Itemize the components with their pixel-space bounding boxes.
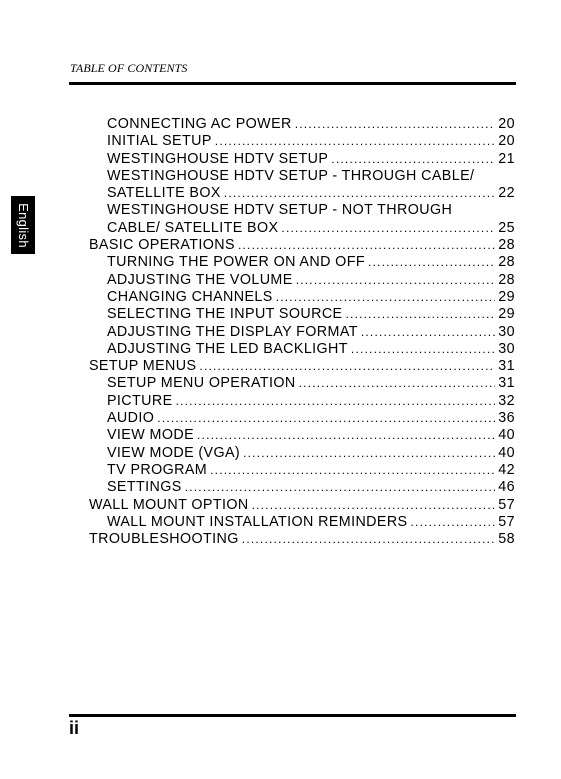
toc-entry[interactable] (0, 220, 561, 237)
toc-entry-title: ADJUSTING THE DISPLAY FORMAT (107, 323, 358, 340)
toc-entry-page-number: 31 (498, 358, 515, 375)
toc-entry[interactable] (0, 375, 561, 392)
toc-entry-title: WALL MOUNT OPTION (89, 496, 249, 513)
toc-entry[interactable] (0, 445, 561, 462)
toc-dot-leader (238, 237, 495, 254)
toc-entry-page-number: 20 (498, 116, 515, 132)
toc-entry[interactable] (0, 358, 561, 375)
toc-entry-title: WESTINGHOUSE HDTV SETUP - THROUGH CABLE/ (107, 167, 475, 184)
toc-entry[interactable] (0, 289, 561, 306)
toc-dot-leader (185, 479, 496, 496)
toc-entry[interactable] (0, 341, 561, 358)
toc-entry[interactable] (0, 202, 561, 219)
toc-entry-page-number: 31 (498, 375, 515, 392)
toc-entry-page-number: 22 (498, 185, 515, 202)
toc-entry-page-number: 28 (498, 271, 515, 288)
toc-entry-page-number: 57 (498, 496, 515, 513)
toc-entry-page-number: 58 (498, 531, 515, 548)
toc-entry-page-number: 46 (498, 479, 515, 496)
toc-dot-leader (296, 272, 496, 289)
toc-dot-leader (210, 462, 495, 479)
toc-entry-page-number: 20 (498, 133, 515, 150)
toc-dot-leader (176, 393, 496, 410)
toc-entry-title: ADJUSTING THE LED BACKLIGHT (107, 340, 348, 357)
toc-entry-page-number: 40 (498, 427, 515, 444)
toc-entry[interactable] (0, 531, 561, 548)
toc-entry-title: SETUP MENU OPERATION (107, 375, 296, 392)
toc-entry-title: PICTURE (107, 392, 173, 409)
toc-entry[interactable] (0, 393, 561, 410)
toc-dot-leader (224, 185, 496, 202)
toc-entry-page-number: 29 (498, 288, 515, 305)
toc-entry-title: BASIC OPERATIONS (89, 237, 235, 254)
toc-dot-leader (276, 289, 496, 306)
toc-entry-title: CABLE/ SATELLITE BOX (107, 219, 279, 236)
toc-entry-title: SETTINGS (107, 479, 182, 496)
toc-entry-title: CHANGING CHANNELS (107, 288, 273, 305)
language-tab-label: English (15, 202, 31, 248)
toc-entry-page-number: 21 (498, 150, 515, 167)
toc-dot-leader (299, 375, 496, 392)
toc-entry-page-number: 28 (498, 237, 515, 254)
toc-dot-leader (281, 220, 495, 237)
page-header-title: TABLE OF CONTENTS (70, 61, 188, 75)
toc-dot-leader (331, 151, 495, 168)
toc-entry-page-number: 36 (498, 410, 515, 427)
toc-entry[interactable] (0, 133, 561, 150)
toc-entry-title: SATELLITE BOX (107, 185, 221, 202)
toc-dot-leader (157, 410, 495, 427)
toc-entry-title: INITIAL SETUP (107, 133, 212, 150)
header-rule (69, 82, 516, 85)
footer-rule (69, 714, 516, 717)
toc-dot-leader (368, 254, 495, 271)
toc-dot-leader (242, 531, 496, 548)
toc-entry-page-number: 40 (498, 444, 515, 461)
toc-entry-title: TV PROGRAM (107, 461, 208, 478)
toc-entry[interactable] (0, 497, 561, 514)
toc-entry-page-number: 42 (498, 461, 515, 478)
toc-entry-title: AUDIO (107, 410, 155, 427)
toc-entry-title: ADJUSTING THE VOLUME (107, 271, 293, 288)
toc-entry-title: CONNECTING AC POWER (107, 116, 292, 132)
toc-entry[interactable] (0, 324, 561, 341)
toc-entry[interactable] (0, 168, 561, 185)
toc-entry-title: VIEW MODE (VGA) (107, 444, 241, 461)
toc-entry-title: TROUBLESHOOTING (89, 531, 239, 548)
toc-dot-leader (411, 514, 496, 531)
toc-entry[interactable] (0, 410, 561, 427)
toc-entry-page-number: 28 (498, 254, 515, 271)
toc-entry-title: WALL MOUNT INSTALLATION REMINDERS (107, 513, 408, 530)
toc-entry[interactable] (0, 462, 561, 479)
toc-entry[interactable] (0, 185, 561, 202)
toc-dot-leader (295, 116, 496, 133)
toc-entry[interactable] (0, 254, 561, 271)
toc-entry-page-number: 29 (498, 306, 515, 323)
toc-entry-title: SETUP MENUS (89, 358, 197, 375)
toc-entry[interactable] (0, 479, 561, 496)
toc-entry[interactable] (0, 237, 561, 254)
toc-entry[interactable] (0, 151, 561, 168)
toc-entry-title: TURNING THE POWER ON AND OFF (107, 254, 365, 271)
toc-dot-leader (243, 445, 495, 462)
toc-entry-title: VIEW MODE (107, 427, 195, 444)
toc-dot-leader (346, 306, 496, 323)
toc-dot-leader (197, 427, 495, 444)
toc-dot-leader (351, 341, 495, 358)
toc-entry-page-number: 30 (498, 340, 515, 357)
toc-dot-leader (215, 133, 496, 150)
toc-entry-page-number: 25 (498, 219, 515, 236)
toc-entry-page-number: 57 (498, 513, 515, 530)
table-of-contents-list (0, 116, 561, 548)
toc-entry-page-number: 30 (498, 323, 515, 340)
toc-entry-title: SELECTING THE INPUT SOURCE (107, 306, 343, 323)
toc-entry-page-number: 32 (498, 392, 515, 409)
toc-entry[interactable] (0, 116, 561, 133)
toc-dot-leader (199, 358, 495, 375)
toc-dot-leader (252, 497, 496, 514)
page-number: ii (69, 718, 80, 738)
toc-entry-title: WESTINGHOUSE HDTV SETUP - NOT THROUGH (107, 202, 453, 219)
toc-entry[interactable] (0, 272, 561, 289)
toc-entry[interactable] (0, 427, 561, 444)
toc-entry-title: WESTINGHOUSE HDTV SETUP (107, 150, 329, 167)
toc-entry[interactable] (0, 306, 561, 323)
toc-entry[interactable] (0, 514, 561, 531)
toc-dot-leader (361, 324, 495, 341)
